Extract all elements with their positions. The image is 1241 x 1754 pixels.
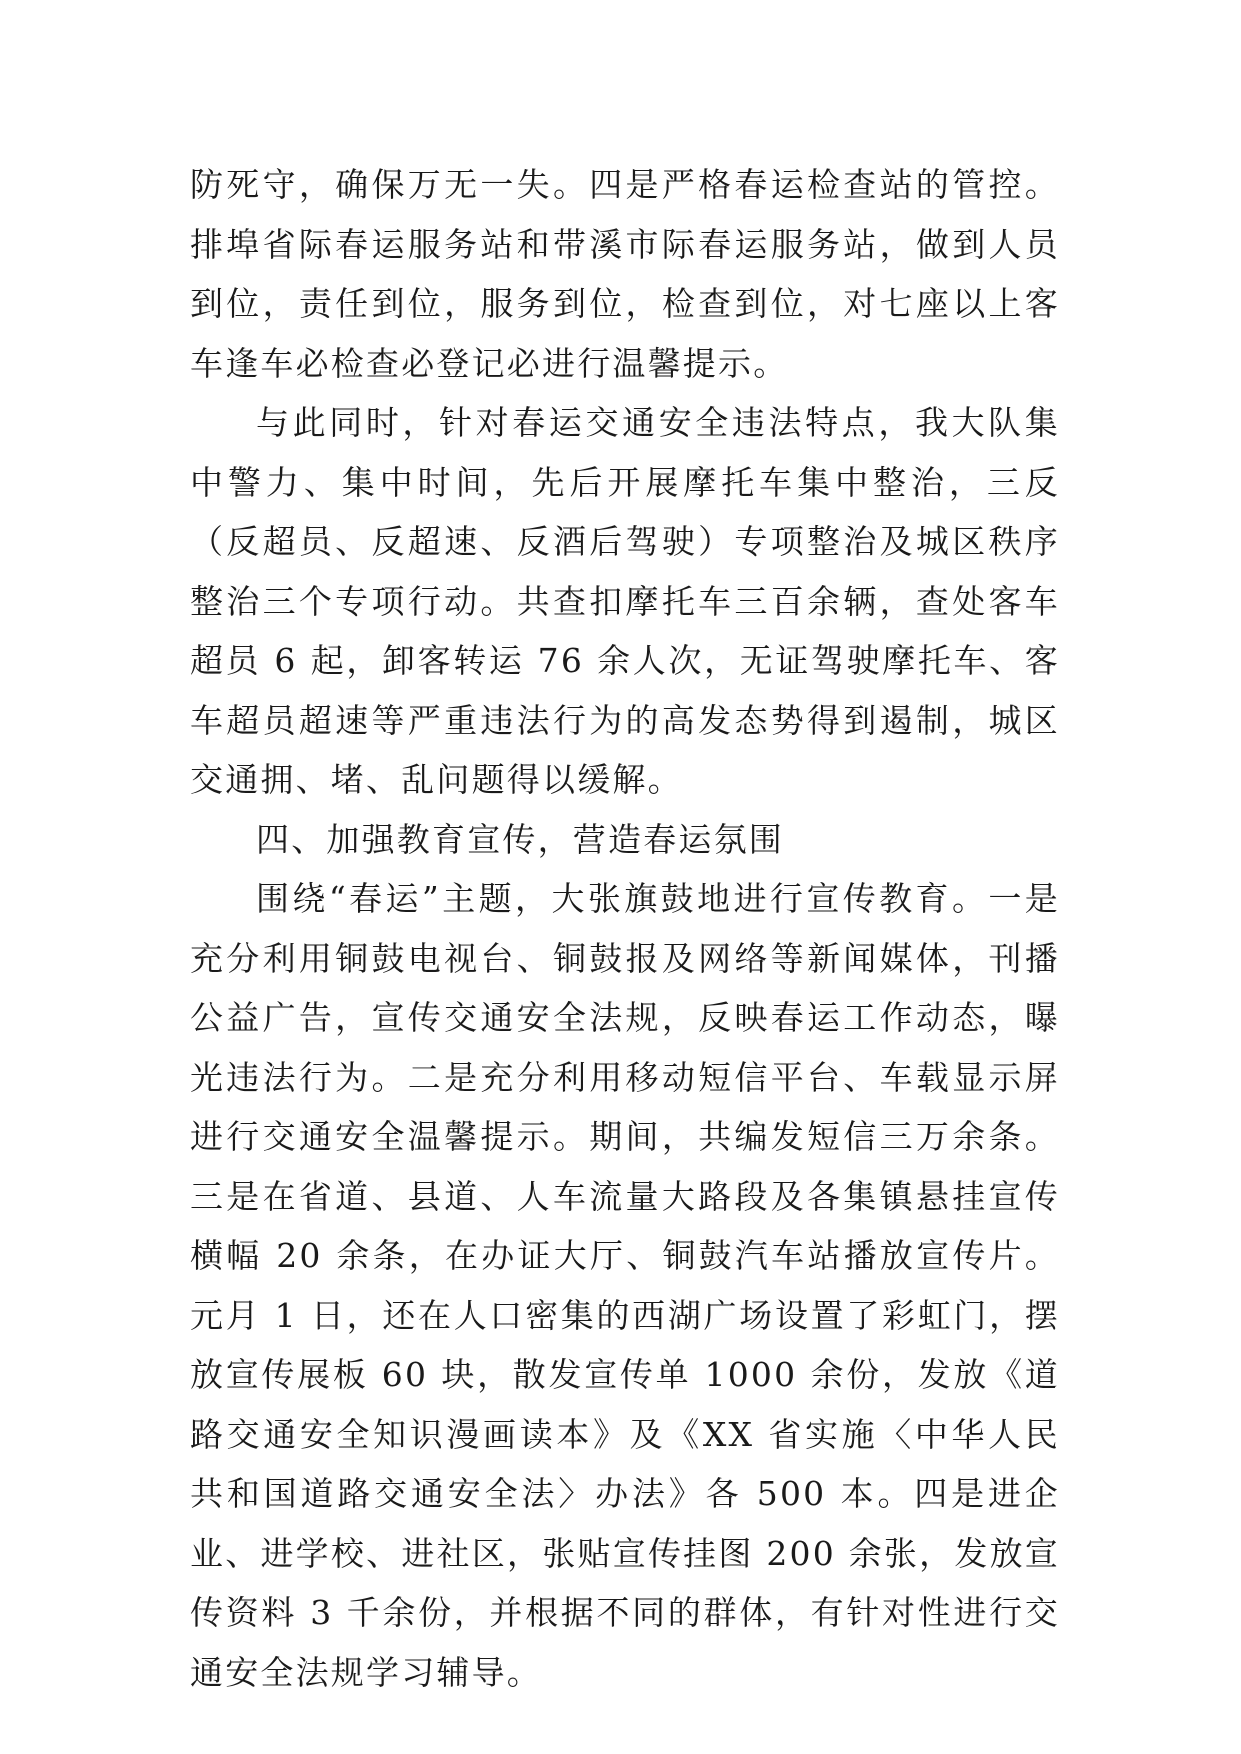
section-heading-publicity: 四、加强教育宣传，营造春运氛围 [256,819,784,859]
paragraph-checkpoint-control: 防死守，确保万无一失。四是严格春运检查站的管控。排埠省际春运服务站和带溪市际春运服务站，做到人员到位，责任到位，服务到位，检查到位，对七座以上客车逢车必检查必登记必进行温馨提示。 [190,165,1060,383]
paragraph-publicity-education: 围绕“春运”主题，大张旗鼓地进行宣传教育。一是充分利用铜鼓电视台、铜鼓报及网络等新闻媒体，刊播公益广告，宣传交通安全法规，反映春运工作动态，曝光违法行为。二是充分利用移动短信平台、车载显示屏进行交通安全温馨提示。期间，共编发短信三万余条。三是在省道、县道、人车流量大路段及各集镇悬挂宣传横幅 20 余条，在办证大厅、铜鼓汽车站播放宣传片。元月 1 日，还在人口密集的西湖广场设置了彩虹门，摆放宣传展板 60 块，散发宣传单 1000 余份，发放《道路交通安全知识漫画读本》及《XX 省实施〈中华人民共和国道路交通安全法〉办法》各 500 本。四是进企业、进学校、进社区，张贴宣传挂图 200 余张，发放宣传资料 3 千余份，并根据不同的群体，有针对性进行交通安全法规学习辅导。 [190,879,1060,1692]
paragraph-special-rectification: 与此同时，针对春运交通安全违法特点，我大队集中警力、集中时间，先后开展摩托车集中整治，三反（反超员、反超速、反酒后驾驶）专项整治及城区秩序整治三个专项行动。共查扣摩托车三百余辆，查处客车超员 6 起，卸客转运 76 余人次，无证驾驶摩托车、客车超员超速等严重违法行为的高发态势得到遏制，城区交通拥、堵、乱问题得以缓解。 [190,403,1060,799]
document-body [190,155,1060,1702]
